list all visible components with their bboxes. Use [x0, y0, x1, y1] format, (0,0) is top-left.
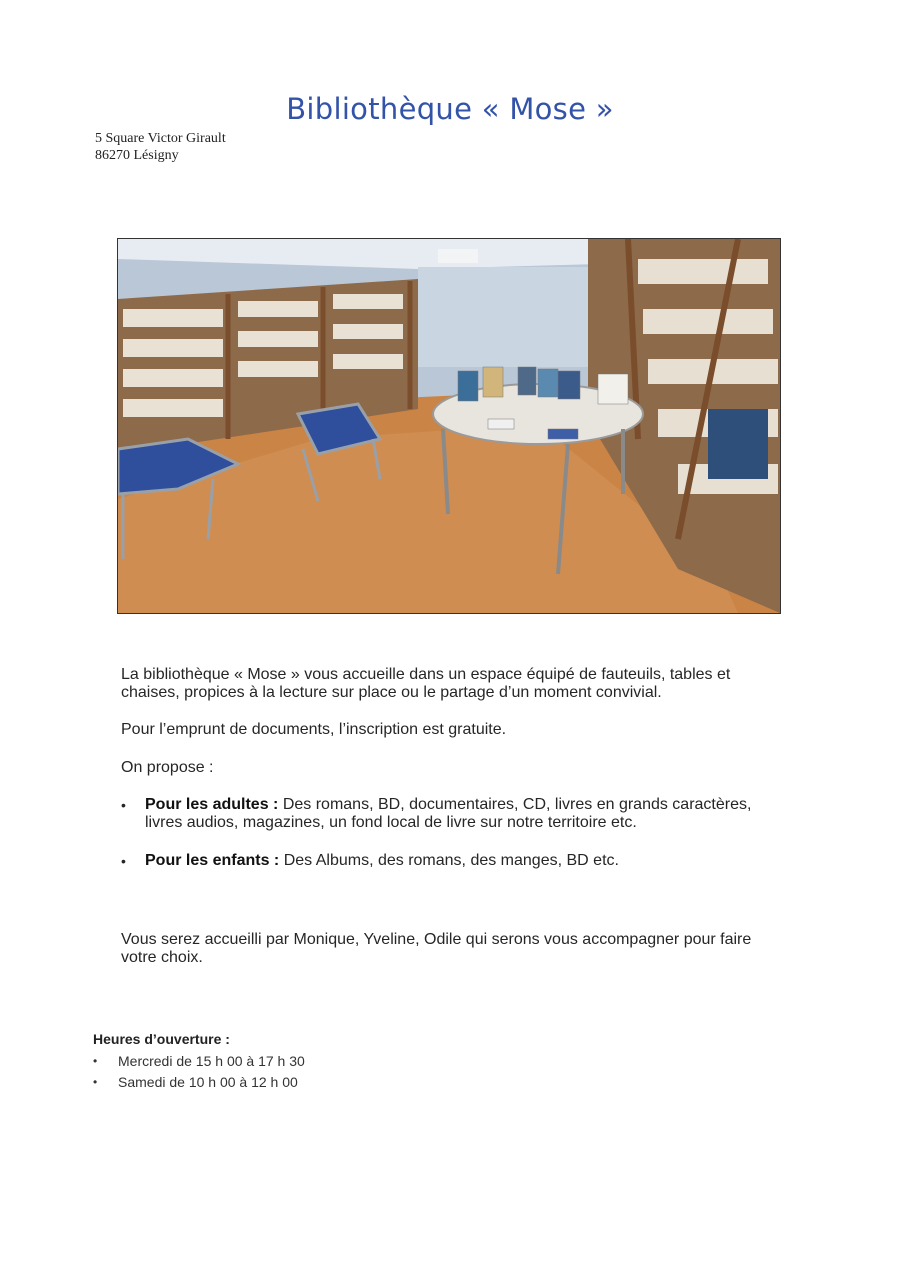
- address-block: [95, 130, 226, 164]
- offer-list-children: [121, 852, 781, 870]
- welcome-paragraph: Vous serez accueilli par Monique, Yveline, Odile qui serons vous accompagner pour faire votre choix.: [121, 931, 752, 966]
- list-item: [93, 1051, 305, 1072]
- page-title: Bibliothèque « Mose »: [286, 92, 614, 126]
- opening-hours-list: [93, 1051, 305, 1093]
- opening-hours-title: Heures d’ouverture :: [93, 1031, 230, 1047]
- offer-label: Pour les adultes :: [145, 796, 279, 813]
- offer-intro: On propose :: [121, 759, 214, 776]
- list-item: [93, 1072, 305, 1093]
- bullet-icon: •: [93, 1054, 98, 1068]
- list-item: [121, 852, 781, 870]
- library-photo: [117, 238, 781, 614]
- hours-text: Samedi de 10 h 00 à 12 h 00: [118, 1074, 298, 1090]
- address-city: 86270 Lésigny: [95, 148, 179, 163]
- offer-label: Pour les enfants :: [145, 852, 280, 869]
- offer-text: Des Albums, des romans, des manges, BD etc.: [279, 852, 619, 869]
- offer-list-adults: [121, 796, 781, 832]
- bullet-icon: •: [93, 1075, 98, 1089]
- list-item: [121, 796, 781, 832]
- intro-paragraph: La bibliothèque « Mose » vous accueille dans un espace équipé de fauteuils, tables et chaises, propices à la lecture sur place ou le partage d’un moment convivial.: [121, 666, 731, 701]
- bullet-icon: •: [121, 853, 126, 869]
- registration-paragraph: Pour l’emprunt de documents, l’inscription est gratuite.: [121, 721, 507, 738]
- offer-text: Des romans, BD, documentaires, CD, livres en grands caractères, livres audios, magazines, un fond local de livre sur notre territoire etc.: [145, 796, 752, 831]
- bullet-icon: •: [121, 797, 126, 813]
- library-interior-illustration: [118, 239, 780, 613]
- address-street: 5 Square Victor Girault: [95, 131, 226, 146]
- hours-text: Mercredi de 15 h 00 à 17 h 30: [118, 1053, 305, 1069]
